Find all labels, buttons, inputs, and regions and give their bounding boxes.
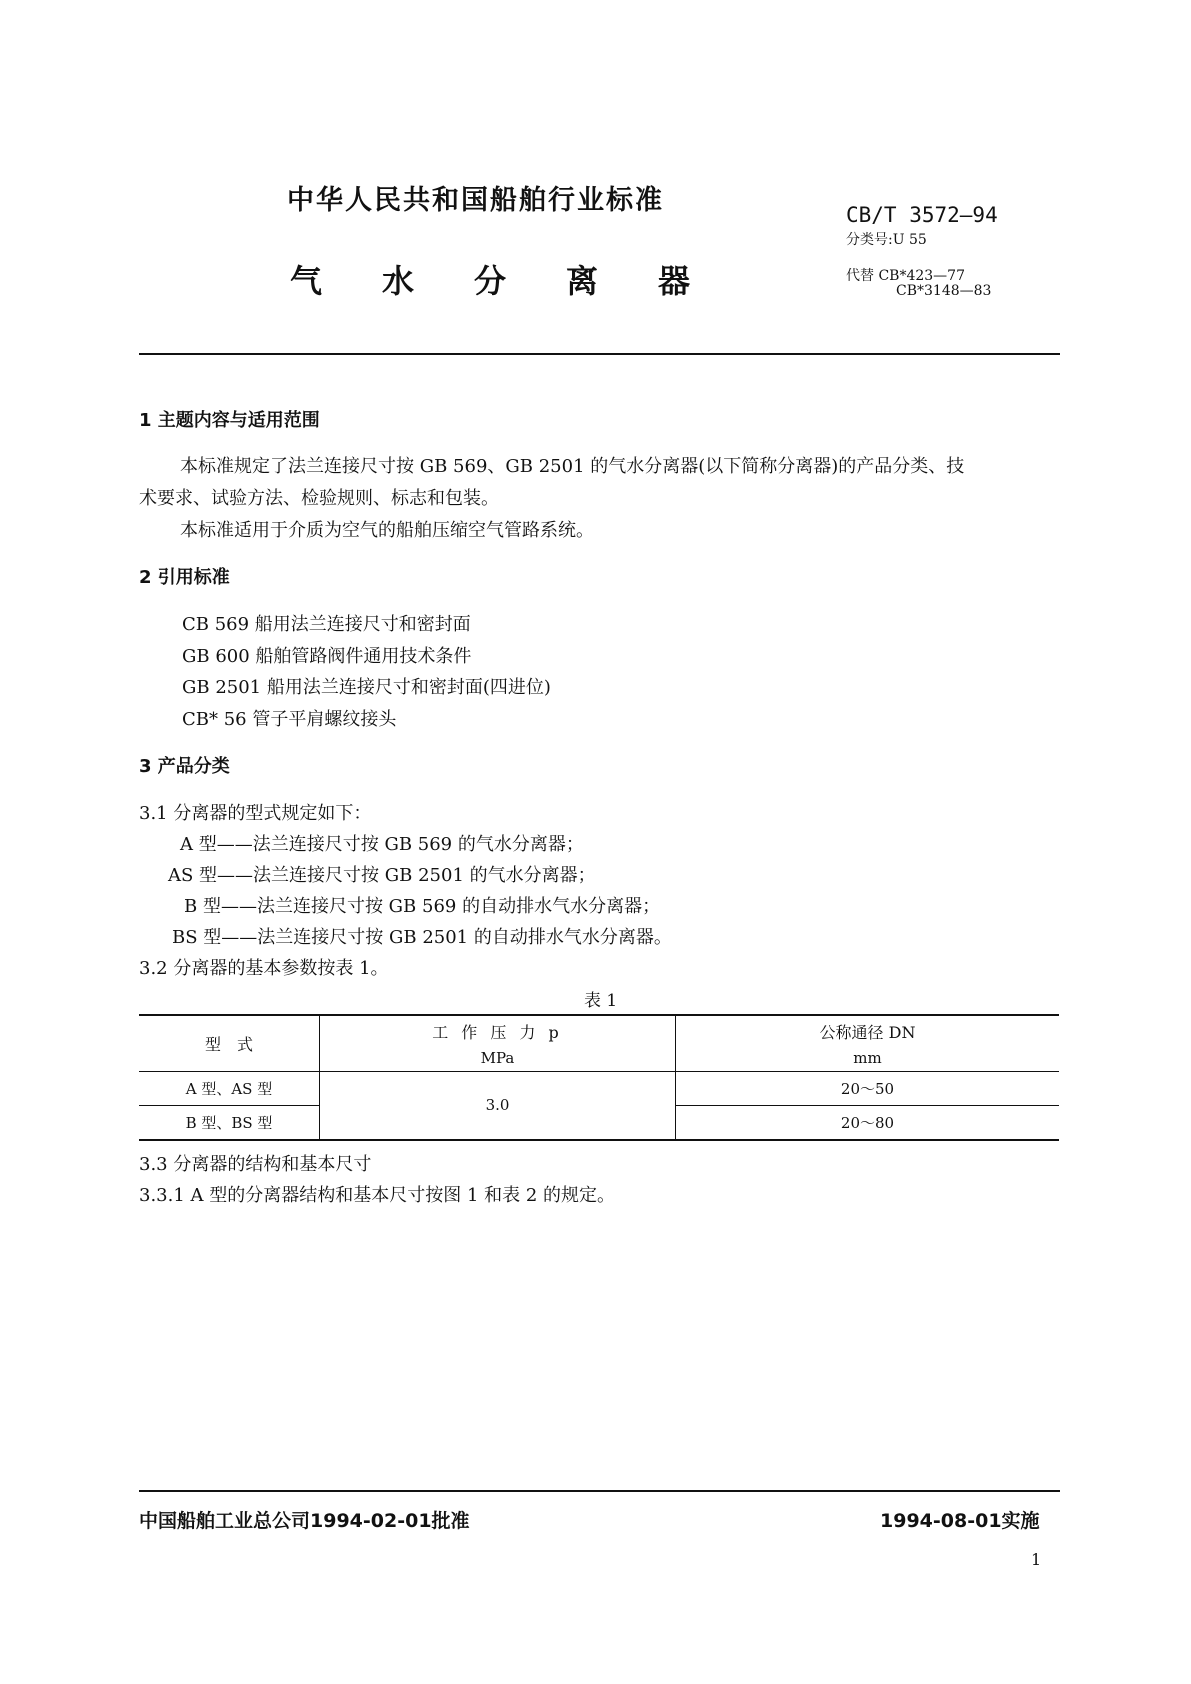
replaces-line-2: CB*3148—83 [896, 283, 992, 299]
table-header-pressure-unit: MPa [480, 1048, 515, 1067]
table-1-caption: 表 1 [584, 991, 618, 1011]
section-2-heading: 2 引用标准 [139, 567, 230, 588]
table-header-pressure [320, 1015, 676, 1071]
reference-item: GB 2501 船用法兰连接尺寸和密封面(四进位) [182, 677, 551, 698]
section-1-para-2: 本标准适用于介质为空气的船舶压缩空气管路系统。 [180, 520, 594, 541]
document-title: 气水分离器 [290, 262, 751, 300]
standard-code: CB/T 3572—94 [846, 203, 998, 227]
table-header-dn-unit: mm [853, 1048, 882, 1067]
reference-item: CB 569 船用法兰连接尺寸和密封面 [182, 614, 471, 635]
type-definition: AS 型——法兰连接尺寸按 GB 2501 的气水分离器； [168, 865, 596, 886]
table-1 [139, 1014, 1059, 1141]
table-cell-dn: 20～50 [676, 1071, 1060, 1105]
table-header-pressure-label: 工 作 压 力 p [432, 1022, 563, 1042]
section-3-1: 3.1 分离器的型式规定如下： [139, 803, 372, 824]
table-header-type: 型 式 [139, 1015, 320, 1071]
reference-item: GB 600 船舶管路阀件通用技术条件 [182, 646, 472, 667]
reference-item: CB* 56 管子平肩螺纹接头 [182, 709, 397, 730]
section-3-2: 3.2 分离器的基本参数按表 1。 [139, 958, 389, 979]
section-1-para-1-line-2: 术要求、试验方法、检验规则、标志和包装。 [139, 488, 499, 509]
implementation-date: 1994-08-01实施 [880, 1510, 1040, 1532]
table-cell-dn: 20～80 [840, 1113, 895, 1132]
replaces-line-1: 代替 CB*423—77 [846, 268, 965, 284]
type-definition: BS 型——法兰连接尺寸按 GB 2501 的自动排水气水分离器。 [172, 927, 672, 948]
section-3-3: 3.3 分离器的结构和基本尺寸 [139, 1154, 372, 1175]
classification-number: 分类号:U 55 [846, 232, 927, 248]
footer-divider [139, 1490, 1060, 1492]
table-header-dn [676, 1015, 1060, 1071]
section-1-heading: 1 主题内容与适用范围 [139, 410, 320, 431]
table-cell-type: A 型、AS 型 [139, 1071, 320, 1105]
table-cell-type: B 型、BS 型 [139, 1105, 320, 1140]
table-header-dn-label: 公称通径 DN [819, 1022, 916, 1042]
table-cell-pressure: 3.0 [320, 1071, 676, 1140]
section-3-3-1: 3.3.1 A 型的分离器结构和基本尺寸按图 1 和表 2 的规定。 [139, 1185, 616, 1206]
type-definition: A 型——法兰连接尺寸按 GB 569 的气水分离器； [180, 834, 584, 855]
section-1-para-1-line-1: 本标准规定了法兰连接尺寸按 GB 569、GB 2501 的气水分离器(以下简称分离器)的产品分类、技 [180, 456, 965, 477]
approval-statement: 中国船舶工业总公司1994-02-01批准 [139, 1510, 470, 1532]
section-3-heading: 3 产品分类 [139, 756, 230, 777]
standard-title: 中华人民共和国船舶行业标准 [287, 185, 664, 216]
page-number: 1 [1031, 1550, 1042, 1569]
header-divider [139, 353, 1060, 355]
type-definition: B 型——法兰连接尺寸按 GB 569 的自动排水气水分离器； [184, 896, 661, 917]
